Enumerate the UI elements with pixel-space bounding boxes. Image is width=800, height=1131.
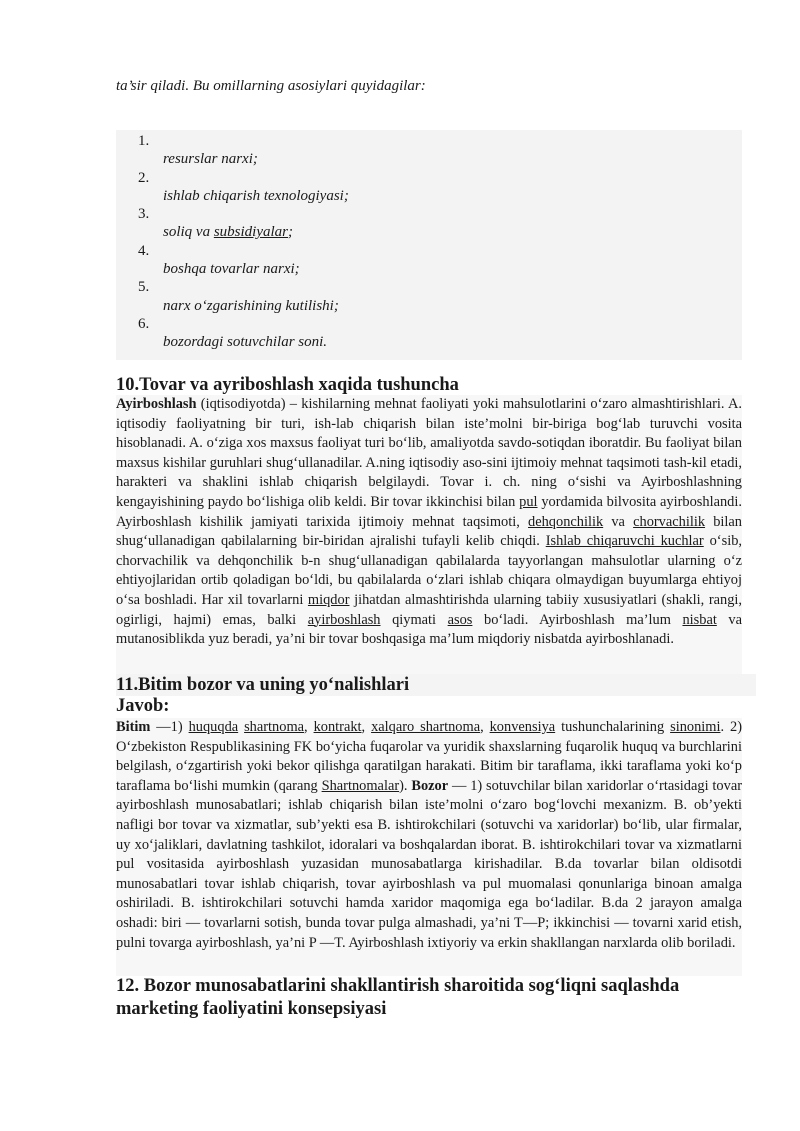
section-10-paragraph bbox=[116, 395, 742, 650]
text: va bbox=[603, 513, 634, 530]
text: , bbox=[361, 719, 372, 735]
section-11-paragraph bbox=[116, 718, 742, 953]
list-number: 1. bbox=[138, 133, 150, 149]
text: qiymati bbox=[380, 611, 448, 628]
list-number: 5. bbox=[138, 279, 150, 296]
text: (iqtisodiyotda) – kishilarning mehnat faoliyati yoki mahsulotlarini o‘zaro almashtirishlari. A. iqtisodiy faoliyatning bir turi, ish-lab chiqarish bilan iste’molni bir-biriga bog‘lab turuvchi vosita hisoblanadi. A. o‘ziga xos maxsus faoliyat turi bo‘lib, amaliyotda savdo-sotiqdan iboratdir. Bu faoliyat bilan maxsus kishilar guruhlari shug‘ullanadilar. A.ning iqtisodiy aso-sini ijtimoiy mehnat taqsimoti tash-kil etadi, harakteri va shaklini ishlab chiqarish belgilaydi. Tovar i. ch. ning o‘sishi va Ayirboshlashning kengayishining paydo bo‘lishiga olib keldi. Bir tovar ikkinchisi bilan bbox=[116, 396, 742, 510]
text: o‘sib, chorvachilik va dehqonchilik b-n shug‘ullanadigan qabilalarda tayyorlangan mahsulotlar ularning o‘z ehtiyojlaridan ortib qoladigan bo‘ldi, bu qabilalarda o‘zlari ishlab chiqara olmaydigan buyumlarga ehtiyoj o‘sa boshladi. Har xil tovarlarni bbox=[116, 533, 742, 608]
text: jihatdan almashtirishda ularning tabiiy xususiyatlari (shakli, rangi, ogirligi, hajmi) emas, balki bbox=[116, 591, 743, 628]
text: va mutanosiblikda yuz beradi, ya’ni bir tovar boshqasiga ma’lum miqdoriy nisbatda ayirboshlanadi. bbox=[116, 611, 742, 648]
term-bozor: Bozor bbox=[411, 777, 449, 794]
list-item bbox=[138, 223, 738, 241]
list-item: ishlab chiqarish texnologiyasi; bbox=[163, 187, 349, 204]
intro-text: ta’sir qiladi. Bu omillarning asosiylari quyidagilar: bbox=[116, 78, 426, 94]
term-bitim: Bitim bbox=[116, 719, 151, 735]
list-item-text: soliq va bbox=[163, 224, 214, 241]
term-ayirboshlash: Ayirboshlash bbox=[116, 396, 197, 412]
section-12-heading: 12. Bozor munosabatlarini shakllantirish sharoitida sog‘liqni saqlashda marketing faoliyatini konsepsiyasi bbox=[116, 976, 680, 1019]
list-item: resurslar narxi; bbox=[163, 151, 258, 168]
text: . 2) O‘zbekiston Respublikasining FK bo‘yicha fuqarolar va yuridik shaxslarning fuqarolik huquq va burchlarini belgilash, o‘zgartirish yoki bekor qilishga qaratilgan harakati. Bitim bir taraflama, ikki taraflama yoki ko‘p taraflama bo‘lishi mumkin (qarang bbox=[116, 719, 742, 794]
pul-link[interactable]: pul bbox=[519, 493, 538, 510]
shartnoma-link[interactable]: shartnoma bbox=[244, 719, 305, 735]
miqdor-link[interactable]: miqdor bbox=[307, 591, 350, 608]
ayirboshlash-link[interactable]: ayirboshlash bbox=[307, 611, 381, 628]
list-item: narx o‘zgarishining kutilishi; bbox=[163, 297, 339, 314]
nisbat-link[interactable]: nisbat bbox=[682, 611, 717, 628]
asos-link[interactable]: asos bbox=[447, 611, 473, 628]
text: — 1) sotuvchilar bilan xaridorlar o‘rtasidagi tovar ayirboshlash munosabatlari; ishlab chiqarish bilan iste’molni o‘zaro bog‘lovchi mexanizm. B. ob’yekti nafligi bor tovar va xizmatlar, sub’yekti esa B. ishtirokchilari (sotuvchi va xaridorlar) bo‘lib, ular firmalar, uy xo‘jaliklari, davlatning tashkilot, idoralari va boshqalardan iborat. B. ishtirokchilari tovar va xizmatlarni pul vositasida ayirboshlash yuzasidan munosabatlarga kirishadilar. B.da tovarlar bilan oldisotdi munosabatlari tovar ishlab chiqarish, tovar ayirboshlash va pul muomalasi qonunlariga binoan amalga oshiriladi. B. ishtirokchilari sotuvchi hamda xaridor maqomiga ega bo‘ladilar. B.da 2 jarayon amalga oshadi: biri — tovarlarni sotish, bunda tovar pulga almashadi, ya’ni T—P; ikkinchisi — tovarni xarid etish, pulni tovarga ayirboshlash, ya’ni P —T. Ayirboshlash ixtiyoriy va erkin shakllangan narxlarda olib boriladi. bbox=[116, 777, 742, 951]
konvensiya-link[interactable]: konvensiya bbox=[489, 719, 556, 735]
subsidiyalar-link[interactable]: subsidiyalar bbox=[213, 224, 289, 241]
sinonimi-link[interactable]: sinonimi bbox=[670, 719, 721, 735]
text: , bbox=[304, 719, 314, 735]
chorvachilik-link[interactable]: chorvachilik bbox=[633, 513, 706, 530]
list-number: 3. bbox=[138, 206, 150, 223]
xalqaro-shartnoma-link[interactable]: xalqaro shartnoma bbox=[371, 719, 481, 735]
huquqda-link[interactable]: huquqda bbox=[188, 719, 239, 735]
list-item: bozordagi sotuvchilar soni. bbox=[163, 334, 328, 351]
ishlab-chiqaruvchi-kuchlar-link[interactable]: Ishlab chiqaruvchi kuchlar bbox=[545, 533, 704, 550]
text: yordamida bilvosita ayirboshlandi. Ayirboshlash kishilik jamiyati tarixida ijtimoiy mehnat taqsimoti, bbox=[116, 493, 742, 530]
text: bo‘ladi. Ayirboshlash ma’lum bbox=[472, 611, 683, 628]
list-number: 4. bbox=[138, 242, 150, 259]
answer-label: Javob: bbox=[116, 696, 170, 716]
dehqonchilik-link[interactable]: dehqonchilik bbox=[528, 513, 604, 530]
text: bilan shug‘ullanadigan qabilalarning bir-biridan ajralishi tufayli kelib chiqdi. bbox=[116, 513, 742, 550]
factors-list bbox=[138, 132, 738, 352]
section-11-heading: 11.Bitim bozor va uning yo‘nalishlari bbox=[116, 674, 756, 696]
list-item-punct: ; bbox=[288, 224, 294, 241]
list-item: boshqa tovarlar narxi; bbox=[163, 261, 300, 278]
text: tushunchalarining bbox=[555, 719, 671, 735]
shartnomalar-link[interactable]: Shartnomalar bbox=[321, 777, 400, 794]
list-number: 6. bbox=[138, 315, 150, 332]
text: ). bbox=[399, 777, 412, 794]
text: —1) bbox=[150, 719, 189, 735]
section-10-heading: 10.Tovar va ayriboshlash xaqida tushuncha bbox=[116, 375, 459, 395]
text: , bbox=[480, 719, 490, 735]
kontrakt-link[interactable]: kontrakt bbox=[313, 719, 362, 735]
list-number: 2. bbox=[138, 169, 150, 186]
